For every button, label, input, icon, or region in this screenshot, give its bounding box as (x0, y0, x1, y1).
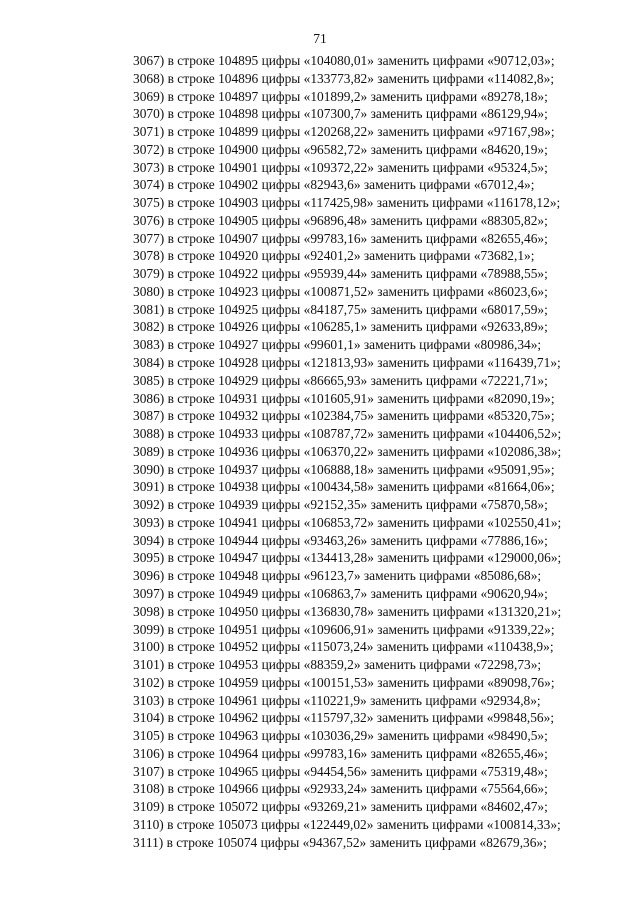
amendment-line: 3110) в строке 105073 цифры «122449,02» заменить цифрами «100814,33»; (133, 816, 561, 832)
amendment-line: 3080) в строке 104923 цифры «100871,52» заменить цифрами «86023,6»; (133, 283, 548, 299)
amendment-line: 3094) в строке 104944 цифры «93463,26» заменить цифрами «77886,16»; (133, 532, 548, 548)
amendment-line: 3082) в строке 104926 цифры «106285,1» заменить цифрами «92633,89»; (133, 319, 548, 335)
amendment-line: 3084) в строке 104928 цифры «121813,93» заменить цифрами «116439,71»; (133, 355, 561, 371)
amendment-line: 3072) в строке 104900 цифры «96582,72» заменить цифрами «84620,19»; (133, 141, 548, 157)
amendment-line: 3090) в строке 104937 цифры «106888,18» заменить цифрами «95091,95»; (133, 461, 555, 477)
amendment-line: 3095) в строке 104947 цифры «134413,28» заменить цифрами «129000,06»; (133, 550, 562, 566)
amendment-line: 3089) в строке 104936 цифры «106370,22» заменить цифрами «102086,38»; (133, 443, 562, 459)
amendment-line: 3100) в строке 104952 цифры «115073,24» заменить цифрами «110438,9»; (133, 639, 554, 655)
amendment-line: 3111) в строке 105074 цифры «94367,52» заменить цифрами «82679,36»; (133, 834, 547, 850)
amendment-line: 3086) в строке 104931 цифры «101605,91» заменить цифрами «82090,19»; (133, 390, 555, 406)
amendment-line: 3088) в строке 104933 цифры «108787,72» заменить цифрами «104406,52»; (133, 426, 562, 442)
amendment-line: 3067) в строке 104895 цифры «104080,01» заменить цифрами «90712,03»; (133, 53, 555, 68)
amendment-line: 3091) в строке 104938 цифры «100434,58» заменить цифрами «81664,06»; (133, 479, 555, 495)
amendment-line: 3098) в строке 104950 цифры «136830,78» заменить цифрами «131320,21»; (133, 603, 562, 619)
amendment-line: 3096) в строке 104948 цифры «96123,7» заменить цифрами «85086,68»; (133, 568, 542, 584)
amendment-line: 3073) в строке 104901 цифры «109372,22» заменить цифрами «95324,5»; (133, 159, 548, 175)
amendment-line: 3093) в строке 104941 цифры «106853,72» заменить цифрами «102550,41»; (133, 514, 562, 530)
amendment-line: 3103) в строке 104961 цифры «110221,9» заменить цифрами «92934,8»; (133, 692, 541, 708)
amendment-line: 3099) в строке 104951 цифры «109606,91» заменить цифрами «91339,22»; (133, 621, 555, 637)
amendment-line: 3087) в строке 104932 цифры «102384,75» заменить цифрами «85320,75»; (133, 408, 555, 424)
amendment-line: 3104) в строке 104962 цифры «115797,32» заменить цифрами «99848,56»; (133, 710, 555, 726)
amendment-line: 3081) в строке 104925 цифры «84187,75» заменить цифрами «68017,59»; (133, 301, 548, 317)
amendment-line: 3102) в строке 104959 цифры «100151,53» заменить цифрами «89098,76»; (133, 674, 555, 690)
amendment-line: 3069) в строке 104897 цифры «101899,2» заменить цифрами «89278,18»; (133, 88, 548, 104)
amendment-line: 3068) в строке 104896 цифры «133773,82» заменить цифрами «114082,8»; (133, 70, 555, 86)
amendment-line: 3079) в строке 104922 цифры «95939,44» заменить цифрами «78988,55»; (133, 266, 548, 282)
amendment-line: 3077) в строке 104907 цифры «99783,16» заменить цифрами «82655,46»; (133, 230, 548, 246)
page-number: 71 (313, 31, 327, 46)
amendment-line: 3071) в строке 104899 цифры «120268,22» заменить цифрами «97167,98»; (133, 124, 555, 140)
amendment-line: 3076) в строке 104905 цифры «96896,48» заменить цифрами «88305,82»; (133, 212, 548, 228)
amendment-line: 3075) в строке 104903 цифры «117425,98» заменить цифрами «116178,12»; (133, 195, 561, 211)
amendment-line: 3108) в строке 104966 цифры «92933,24» заменить цифрами «75564,66»; (133, 781, 548, 797)
amendment-line: 3107) в строке 104965 цифры «94454,56» заменить цифрами «75319,48»; (133, 763, 548, 779)
amendment-line: 3109) в строке 105072 цифры «93269,21» заменить цифрами «84602,47»; (133, 799, 548, 815)
amendment-line: 3070) в строке 104898 цифры «107300,7» заменить цифрами «86129,94»; (133, 106, 548, 122)
amendment-line: 3078) в строке 104920 цифры «92401,2» заменить цифрами «73682,1»; (133, 248, 535, 264)
amendment-line: 3085) в строке 104929 цифры «86665,93» заменить цифрами «72221,71»; (133, 372, 548, 388)
amendment-line: 3097) в строке 104949 цифры «106863,7» заменить цифрами «90620,94»; (133, 585, 548, 601)
amendment-line: 3092) в строке 104939 цифры «92152,35» заменить цифрами «75870,58»; (133, 497, 548, 513)
amendment-line: 3074) в строке 104902 цифры «82943,6» заменить цифрами «67012,4»; (133, 177, 535, 193)
amendment-line: 3105) в строке 104963 цифры «103036,29» заменить цифрами «98490,5»; (133, 728, 548, 744)
amendment-line: 3101) в строке 104953 цифры «88359,2» заменить цифрами «72298,73»; (133, 657, 542, 673)
amendment-list (133, 52, 613, 851)
amendment-line: 3083) в строке 104927 цифры «99601,1» заменить цифрами «80986,34»; (133, 337, 542, 353)
amendment-line: 3106) в строке 104964 цифры «99783,16» заменить цифрами «82655,46»; (133, 745, 548, 761)
